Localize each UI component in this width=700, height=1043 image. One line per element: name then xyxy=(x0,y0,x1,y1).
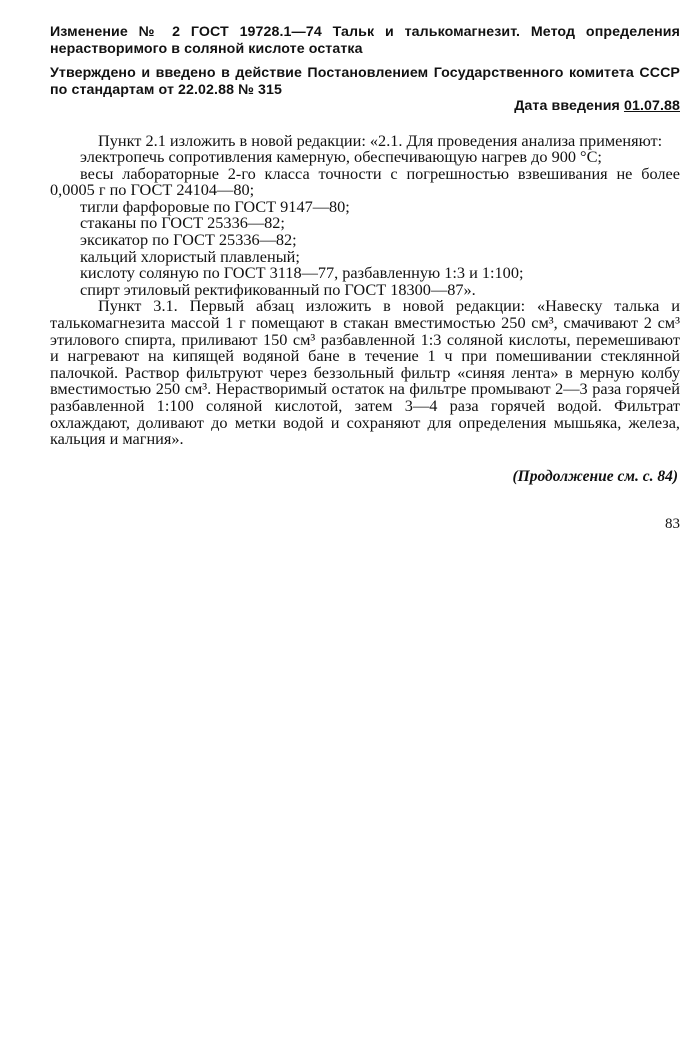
equipment-item: кальций хлористый плавленый; xyxy=(80,246,300,266)
amendment-title: Изменение № 2 ГОСТ 19728.1—74 Тальк и талькомагнезит. Метод определения нерастворимого в соляной кислоте остатка xyxy=(50,24,680,57)
document-page xyxy=(50,24,680,533)
effective-date xyxy=(50,98,680,115)
equipment-item: электропечь сопротивления камерную, обеспечивающую нагрев до 900 °С; xyxy=(80,147,602,167)
equipment-item: эксикатор по ГОСТ 25336—82; xyxy=(80,230,297,250)
approval-statement: Утверждено и введено в действие Постановлением Государственного комитета СССР по стандартам от 22.02.88 № 315 xyxy=(50,65,680,98)
continuation-note: (Продолжение см. с. 84) xyxy=(512,467,678,485)
equipment-item: кислоту соляную по ГОСТ 3118—77, разбавленную 1:3 и 1:100; xyxy=(80,263,524,283)
page-number: 83 xyxy=(665,515,680,532)
effective-date-value: 01.07.88 xyxy=(623,98,680,114)
equipment-item: стаканы по ГОСТ 25336—82; xyxy=(80,213,285,233)
section-3-1-text: Пункт 3.1. Первый абзац изложить в новой редакции: «Навеску талька и талькомагнезита массой 1 г помещают в стакан вместимостью 250 см³, смачивают 2 см³ этилового спирта, приливают 150 см³ разбавленной 1:3 соляной кислоты, перемешивают и нагревают на кипящей водяной бане в течение 1 ч при помешивании стеклянной палочкой. Раствор фильтруют через беззольный фильтр «синяя лента» в мерную колбу вместимостью 250 см³. Нерастворимый остаток на фильтре промывают 2—3 раза горячей разбавленной 1:100 соляной кислотой, затем 3—4 раза горячей водой. Фильтрат охлаждают, доливают до метки водой и сохраняют для определения мышьяка, железа, кальция и магния». xyxy=(50,296,680,449)
equipment-item: тигли фарфоровые по ГОСТ 9147—80; xyxy=(80,196,350,216)
section-2-1-intro: Пункт 2.1 изложить в новой редакции: «2.1. Для проведения анализа применяют: xyxy=(98,130,663,150)
document-body xyxy=(50,130,680,449)
effective-date-label: Дата введения xyxy=(514,98,620,114)
equipment-item: спирт этиловый ректификованный по ГОСТ 18300—87». xyxy=(80,279,476,299)
equipment-item: весы лабораторные 2-го класса точности с погрешностью взвешивания не более 0,0005 г по ГОСТ 24104—80; xyxy=(50,163,680,200)
